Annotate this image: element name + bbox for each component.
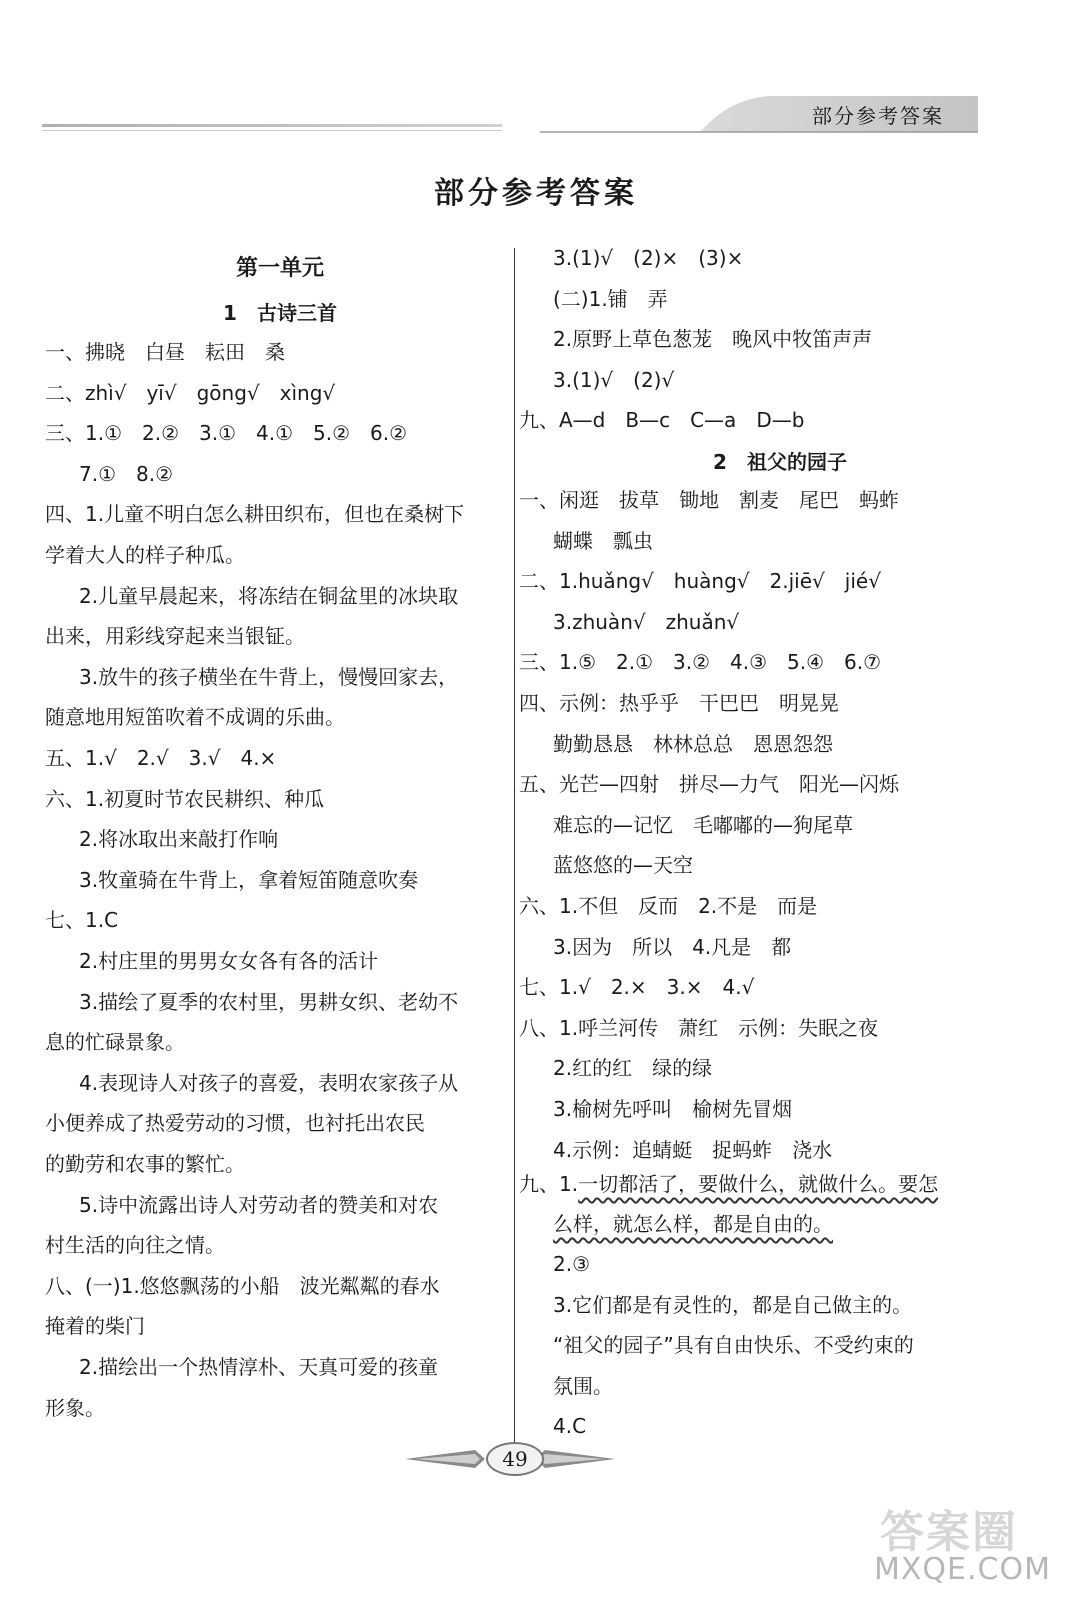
answer-line: 一、闲逛 拔草 锄地 割麦 尾巴 蚂蚱	[519, 488, 899, 512]
answer-line: (二)1.铺 弄	[553, 286, 668, 311]
answer-line: 3.描绘了夏季的农村里，男耕女织、老幼不	[79, 989, 459, 1014]
answer-line: 三、1.① 2.② 3.① 4.① 5.② 6.②	[45, 421, 408, 446]
header-rule-thin	[42, 130, 502, 131]
section-title-1: 1 古诗三首	[223, 301, 337, 325]
q9-wavy-answer-2: 么样，就怎么样，都是自由的。	[553, 1212, 833, 1236]
answer-line: 九、A—d B—c C—a D—b	[519, 408, 805, 433]
answer-line: “祖父的园子”具有自由快乐、不受约束的	[553, 1333, 914, 1358]
answer-line: 四、1.儿童不明白怎么耕田织布，但也在桑树下	[45, 502, 465, 527]
answer-line: 二、1.huǎng√ huàng√ 2.jiē√ jié√	[519, 569, 881, 594]
answer-line: 2.村庄里的男男女女各有各的活计	[79, 949, 379, 973]
answer-line: 掩着的柴门	[45, 1314, 145, 1339]
answer-line: 4.C	[553, 1414, 587, 1439]
answer-line: 2.儿童早晨起来，将冻结在铜盆里的冰块取	[79, 583, 459, 608]
answer-line: 七、1.C	[45, 908, 119, 933]
answer-line: 村生活的向往之情。	[45, 1233, 225, 1258]
answer-line: 八、(一)1.悠悠飘荡的小船 波光粼粼的春水	[45, 1273, 440, 1298]
answer-line: 五、1.√ 2.√ 3.√ 4.×	[45, 746, 277, 770]
answer-line: 2.③	[553, 1252, 591, 1276]
header-rule	[42, 124, 502, 127]
answer-line: 3.放牛的孩子横坐在牛背上，慢慢回家去，	[79, 664, 459, 689]
watermark-url: MXQE.COM	[874, 1552, 1051, 1587]
answer-line: 勤勤恳恳 林林总总 恩恩怨怨	[553, 731, 833, 756]
answer-line: 学着大人的样子种瓜。	[45, 543, 245, 567]
answer-line: 2.将冰取出来敲打作响	[79, 827, 279, 852]
answer-line: 出来，用彩线穿起来当银钲。	[45, 624, 305, 649]
q9-wavy-answer-1: 一切都活了，要做什么，就做什么。要怎	[578, 1172, 939, 1196]
column-divider	[514, 248, 515, 1448]
answer-line: 3.因为 所以 4.凡是 都	[553, 934, 792, 959]
answer-line: 二、zhì√ yī√ gōng√ xìng√	[45, 380, 336, 405]
answer-line: 息的忙碌景象。	[45, 1030, 185, 1055]
answer-line: 7.① 8.②	[79, 461, 174, 486]
answer-line: 4.表现诗人对孩子的喜爱，表明农家孩子从	[79, 1070, 459, 1095]
answer-line: 三、1.⑤ 2.① 3.② 4.③ 5.④ 6.⑦	[519, 650, 882, 675]
header-tab-label: 部分参考答案	[812, 104, 944, 128]
answer-line: 一、拂晓 白昼 耘田 桑	[45, 340, 285, 364]
section-title-2: 2 祖父的园子	[713, 450, 847, 474]
answer-line: 蓝悠悠的—天空	[553, 853, 693, 878]
answer-line: 形象。	[45, 1395, 105, 1420]
answer-line: 难忘的—记忆 毛嘟嘟的—狗尾草	[553, 812, 853, 837]
answer-line: 七、1.√ 2.× 3.× 4.√	[519, 975, 755, 1000]
q9-prefix: 九、1.	[519, 1172, 579, 1196]
answer-line: 蝴蝶 瓢虫	[553, 528, 653, 553]
answer-line-q9	[519, 1170, 938, 1198]
answer-line: 六、1.初夏时节农民耕织、种瓜	[45, 786, 325, 811]
answer-line: 小便养成了热爱劳动的习惯，也衬托出农民	[45, 1111, 425, 1136]
answer-line: 3.(1)√ (2)√	[553, 367, 675, 392]
answer-line: 3.它们都是有灵性的，都是自己做主的。	[553, 1292, 913, 1317]
watermark-logo: 答案圈	[880, 1507, 1018, 1558]
answer-line: 3.zhuàn√ zhuǎn√	[553, 609, 740, 634]
answer-line: 3.榆树先呼叫 榆树先冒烟	[553, 1097, 793, 1121]
answer-line: 六、1.不但 反而 2.不是 而是	[519, 894, 818, 918]
answer-line: 4.示例：追蜻蜓 捉蚂蚱 浇水	[553, 1137, 833, 1162]
answer-line: 3.(1)√ (2)× (3)×	[553, 246, 744, 270]
answer-line: 2.红的红 绿的绿	[553, 1056, 713, 1081]
unit-title: 第一单元	[235, 256, 324, 281]
page-title: 部分参考答案	[434, 176, 638, 211]
answer-line: 2.原野上草色葱茏 晚风中牧笛声声	[553, 327, 873, 352]
answer-line: 2.描绘出一个热情淳朴、天真可爱的孩童	[79, 1355, 439, 1379]
answer-line: 随意地用短笛吹着不成调的乐曲。	[45, 705, 345, 730]
answer-line: 的勤劳和农事的繁忙。	[45, 1152, 245, 1176]
answer-line: 3.牧童骑在牛背上，拿着短笛随意吹奏	[79, 867, 419, 892]
answer-line: 五、光芒—四射 拼尽—力气 阳光—闪烁	[519, 772, 899, 797]
answer-line: 氛围。	[553, 1373, 613, 1398]
answer-line: 四、示例：热乎乎 干巴巴 明晃晃	[519, 691, 839, 715]
answer-line: 八、1.呼兰河传 萧红 示例：失眠之夜	[519, 1015, 879, 1040]
page-number: 49	[486, 1442, 544, 1476]
answer-line-q9-cont	[553, 1210, 833, 1238]
answer-line: 5.诗中流露出诗人对劳动者的赞美和对农	[79, 1192, 439, 1217]
